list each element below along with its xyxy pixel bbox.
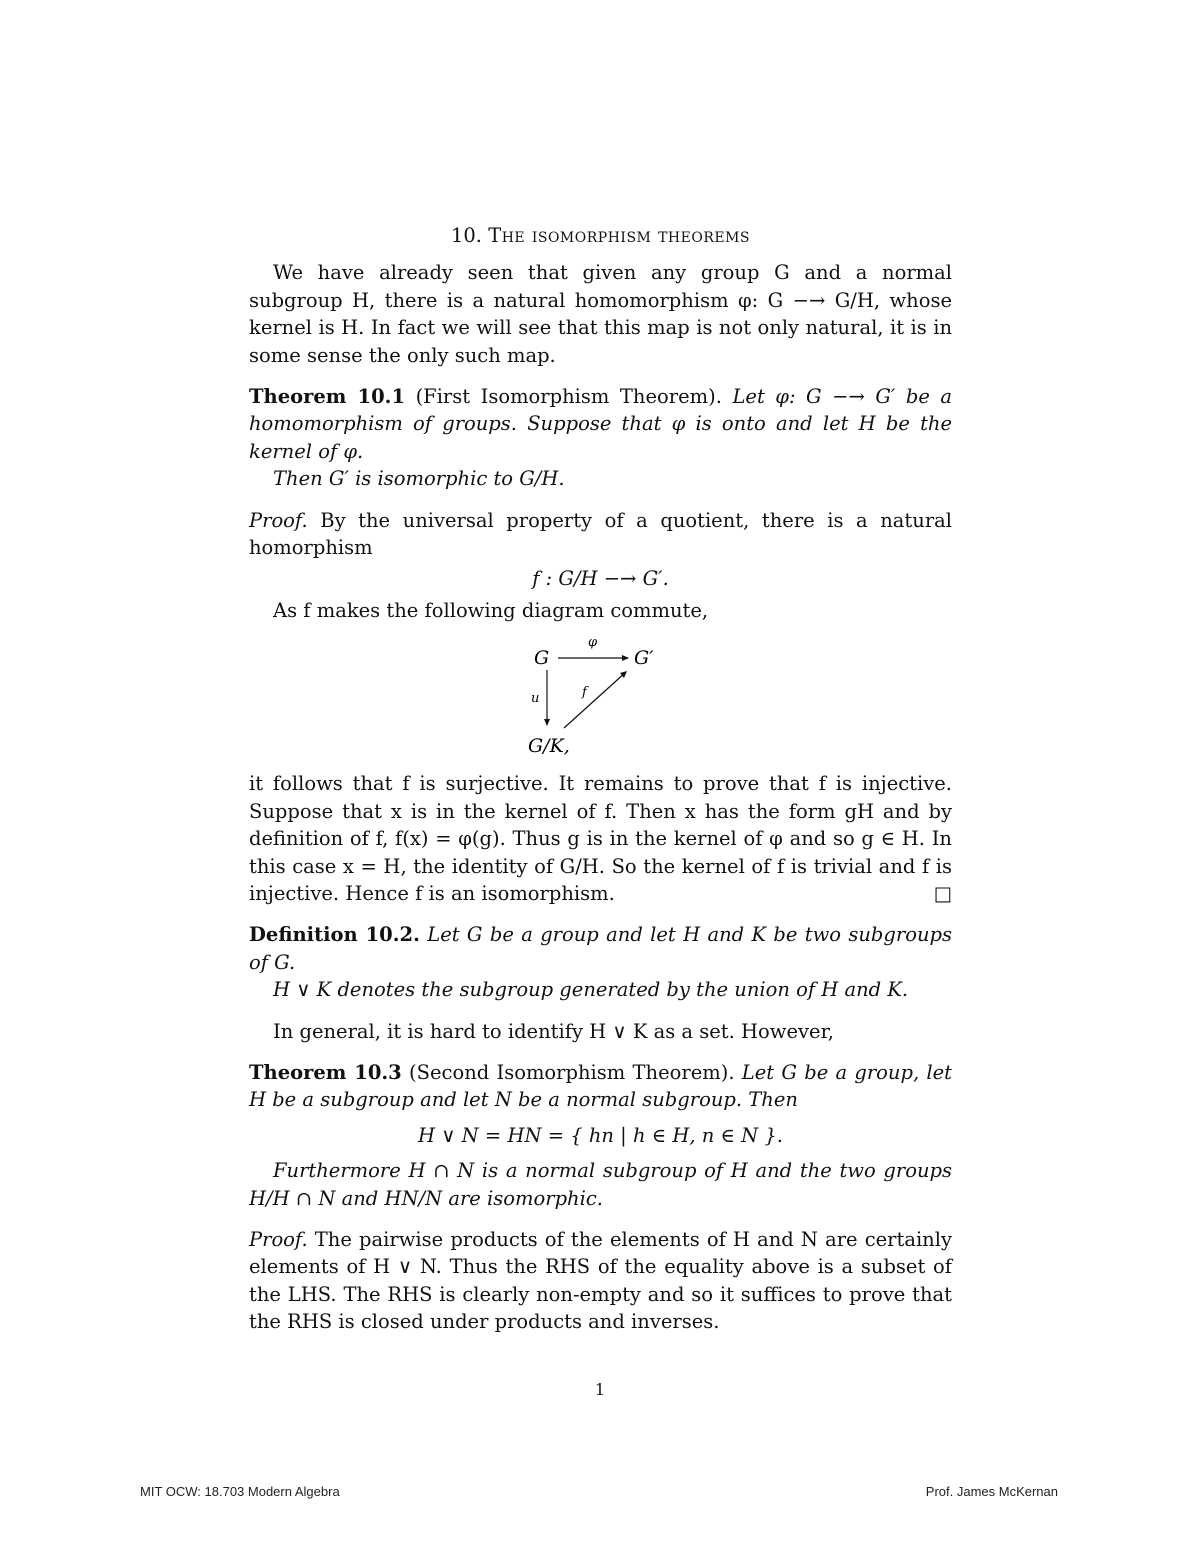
general-remark: In general, it is hard to identify H ∨ K as a set. However,	[273, 1019, 834, 1043]
arrow-diagonal	[564, 672, 626, 728]
definition-10-2	[249, 921, 952, 976]
theorem-statement: Let G be a group, let H be a subgroup and let N be a normal subgroup. Then	[249, 1060, 953, 1112]
section-title	[249, 222, 952, 249]
qed-symbol: □	[933, 881, 952, 905]
commutative-diagram	[516, 630, 686, 760]
proof-text: By the universal property of a quotient, there is a natural homorphism	[249, 508, 953, 560]
theorem-name: (Second Isomorphism Theorem).	[409, 1060, 735, 1084]
proof-label: Proof.	[249, 508, 308, 532]
definition-label: Definition 10.2.	[249, 923, 420, 947]
theorem-name: (First Isomorphism Theorem).	[415, 385, 722, 409]
proof-label: Proof.	[249, 1227, 308, 1251]
footer-right: Prof. James McKernan	[925, 1484, 1058, 1499]
footer-left: MIT OCW: 18.703 Modern Algebra	[140, 1484, 340, 1499]
proof-3	[249, 1226, 952, 1336]
theorem-10-1	[249, 383, 952, 465]
intro-paragraph: We have already seen that given any group G and a normal subgroup H, there is a natural homomorphism φ: G −→ G/H, whose kernel is H. In fact we will see that this map is not only natural, it is in some sense the only such map.	[249, 261, 952, 367]
node-top-left: G	[533, 647, 549, 670]
arrow-top-label: φ	[587, 635, 597, 651]
theorem-conclusion: Then G′ is isomorphic to G/H.	[273, 467, 565, 491]
arrow-top-head	[622, 655, 629, 661]
arrow-left-head	[544, 719, 550, 726]
display-equation: f : G/H −→ G′.	[532, 567, 669, 591]
theorem-label: Theorem 10.1	[249, 385, 406, 409]
diagram-intro: As f makes the following diagram commute,	[273, 598, 709, 622]
node-top-right: G′	[633, 647, 653, 670]
arrow-diagonal-label: f	[581, 685, 587, 701]
node-bottom: G/K,	[527, 735, 570, 758]
theorem-furthermore: Furthermore H ∩ N is a normal subgroup of H and the two groups H/H ∩ N and HN/N are isomorphic.	[249, 1159, 952, 1210]
page-number: 1	[594, 1380, 606, 1399]
definition-line2: H ∨ K denotes the subgroup generated by the union of H and K.	[273, 978, 909, 1002]
section-number: 10.	[450, 224, 482, 247]
section-title-text: The isomorphism theorems	[488, 224, 751, 247]
theorem-10-3	[249, 1059, 952, 1114]
theorem-statement: Let φ: G −→ G′ be a homomorphism of groups. Suppose that φ is onto and let H be the kernel of φ.	[249, 385, 953, 463]
theorem-label: Theorem 10.3	[249, 1060, 402, 1084]
arrow-left-label: u	[530, 691, 539, 707]
definition-statement: Let G be a group and let H and K be two subgroups of G.	[249, 923, 953, 974]
proof-1	[249, 507, 952, 562]
display-equation: H ∨ N = HN = { hn | h ∈ H, n ∈ N }.	[417, 1123, 783, 1147]
page-body	[249, 222, 952, 1336]
proof-text: The pairwise products of the elements of H and N are certainly elements of H ∨ N. Thus the RHS of the equality above is a subset of the LHS. The RHS is clearly non-empty and so it suffices to prove that the RHS is closed under products and inverses.	[249, 1227, 952, 1334]
proof-continuation: it follows that f is surjective. It remains to prove that f is injective. Suppose that x is in the kernel of f. Then x has the form gH and by definition of f, f(x) = φ(g). Thus g is in the kernel of φ and so g ∈ H. In this case x = H, the identity of G/H. So the kernel of f is trivial and f is injective. Hence f is an isomorphism. □	[249, 770, 952, 907]
